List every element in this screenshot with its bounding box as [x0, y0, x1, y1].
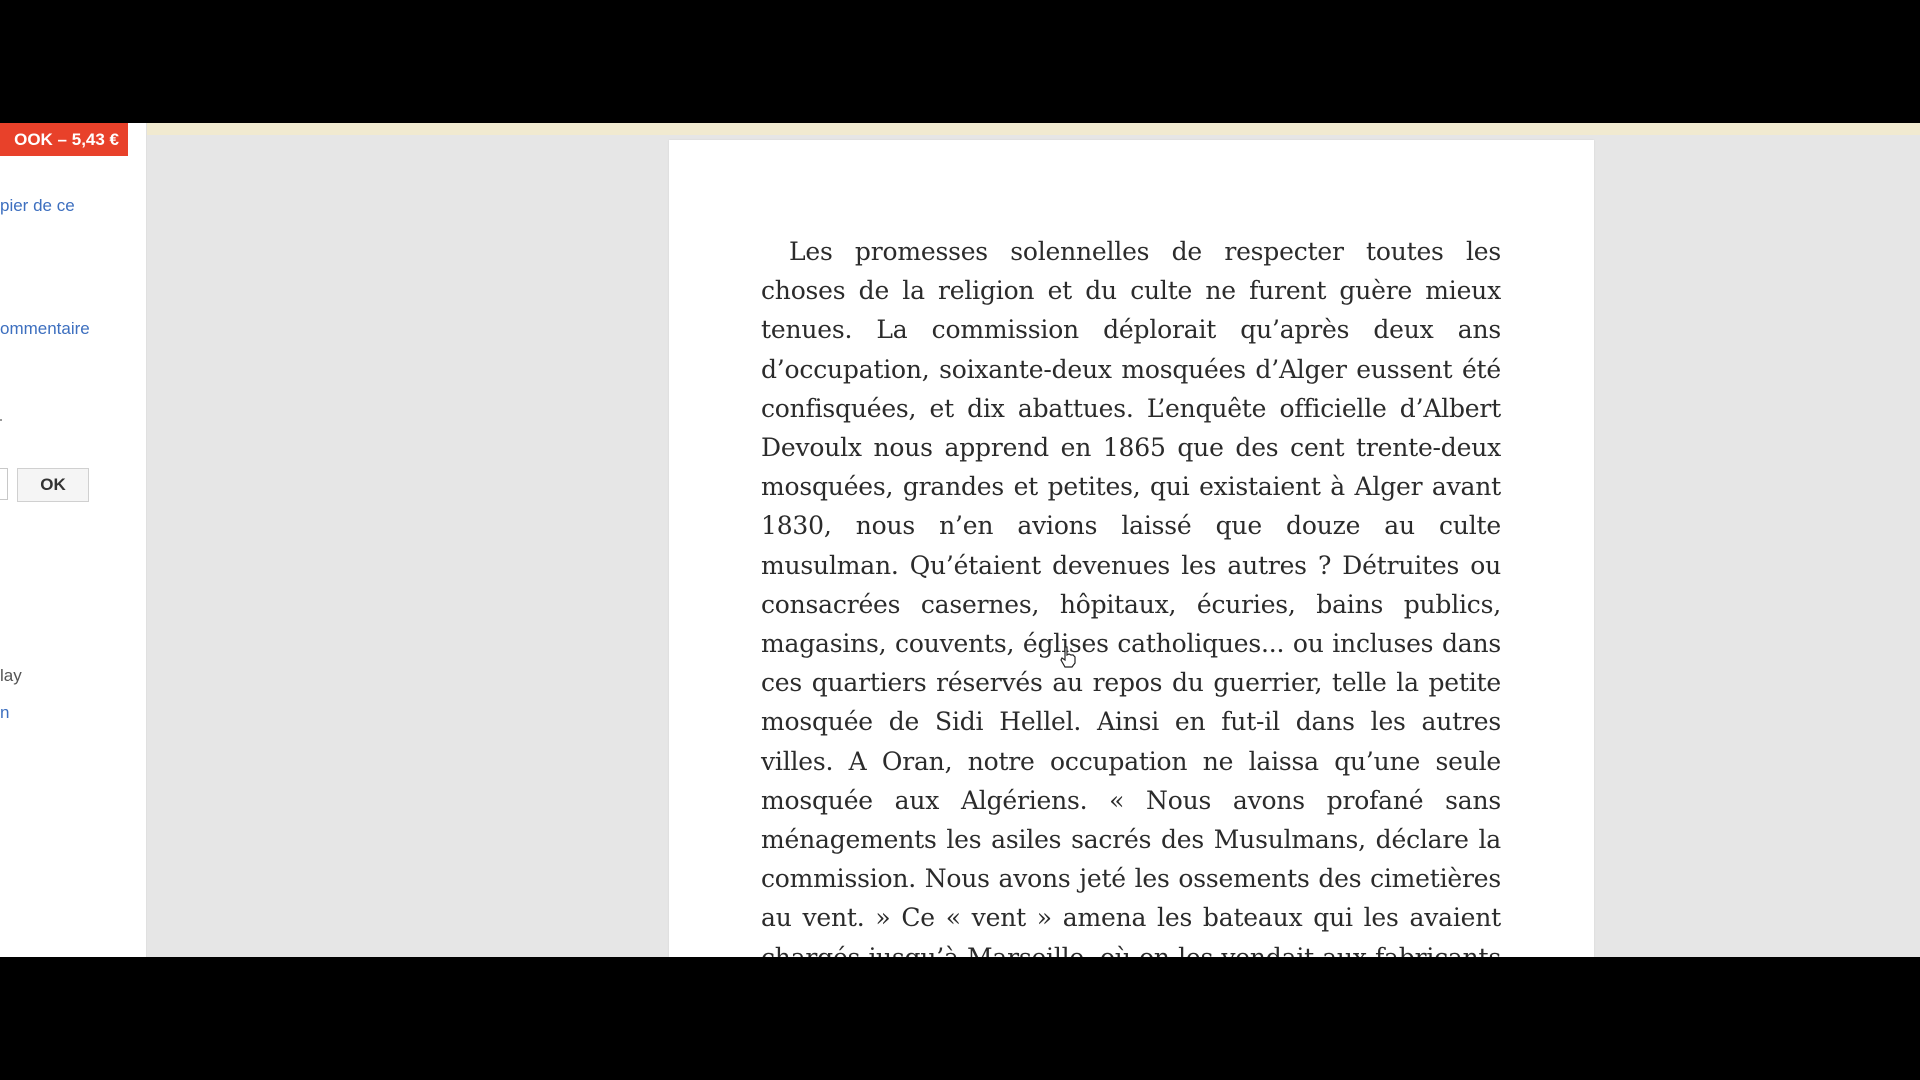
hand-cursor-icon	[1059, 646, 1077, 668]
sidebar-dot	[0, 419, 2, 421]
sidebar-link-copy[interactable]: pier de ce	[0, 196, 75, 215]
page-paragraph: Les promesses solennelles de respecter toutes les choses de la religion et du culte ne furent guère mieux tenues. La commission déplorait qu’après deux ans d’occupation, soixante-deux mosquées d’Alger eussent été confisquées, et dix abattues. L’enquête officielle d’Albert Devoulx nous apprend en 1865 que des cent trente-deux mosquées, grandes et petites, qui existaient à Alger avant 1830, nous n’en avions laissé que douze au culte musulman. Qu’étaient devenues les autres ? Détruites ou consacrées casernes, hôpitaux, écuries, bains publics, magasins, couvents, églises catholiques... ou incluses dans ces quartiers réservés au repos du guerrier, telle la petite mosquée de Sidi Hellel. Ainsi en fut-il dans les autres villes. A Oran, notre occupation ne laissa qu’une seule mosquée aux Algériens. « Nous avons profané sans ménagements les asiles sacrés des Musulmans, déclare la commission. Nous avons jeté les ossements des cimetières au vent. » Ce « vent » amena les bateaux qui les avaient	[761, 237, 1501, 933]
buy-ebook-button[interactable]	[0, 123, 128, 156]
top-strip	[146, 123, 1920, 135]
letterbox-bottom	[0, 957, 1920, 1080]
page-number-input[interactable]	[0, 468, 8, 500]
sidebar-text-display: lay	[0, 666, 22, 685]
sidebar-link-comment[interactable]: ommentaire	[0, 319, 90, 338]
book-viewer	[0, 123, 1920, 957]
sidebar-link-bottom[interactable]: n	[0, 703, 10, 722]
book-page	[669, 140, 1594, 957]
ok-button[interactable]: OK	[17, 468, 89, 502]
sidebar	[0, 123, 147, 957]
letterbox-top	[0, 0, 1920, 123]
buy-ebook-label: OOK – 5,43 €	[14, 130, 119, 149]
